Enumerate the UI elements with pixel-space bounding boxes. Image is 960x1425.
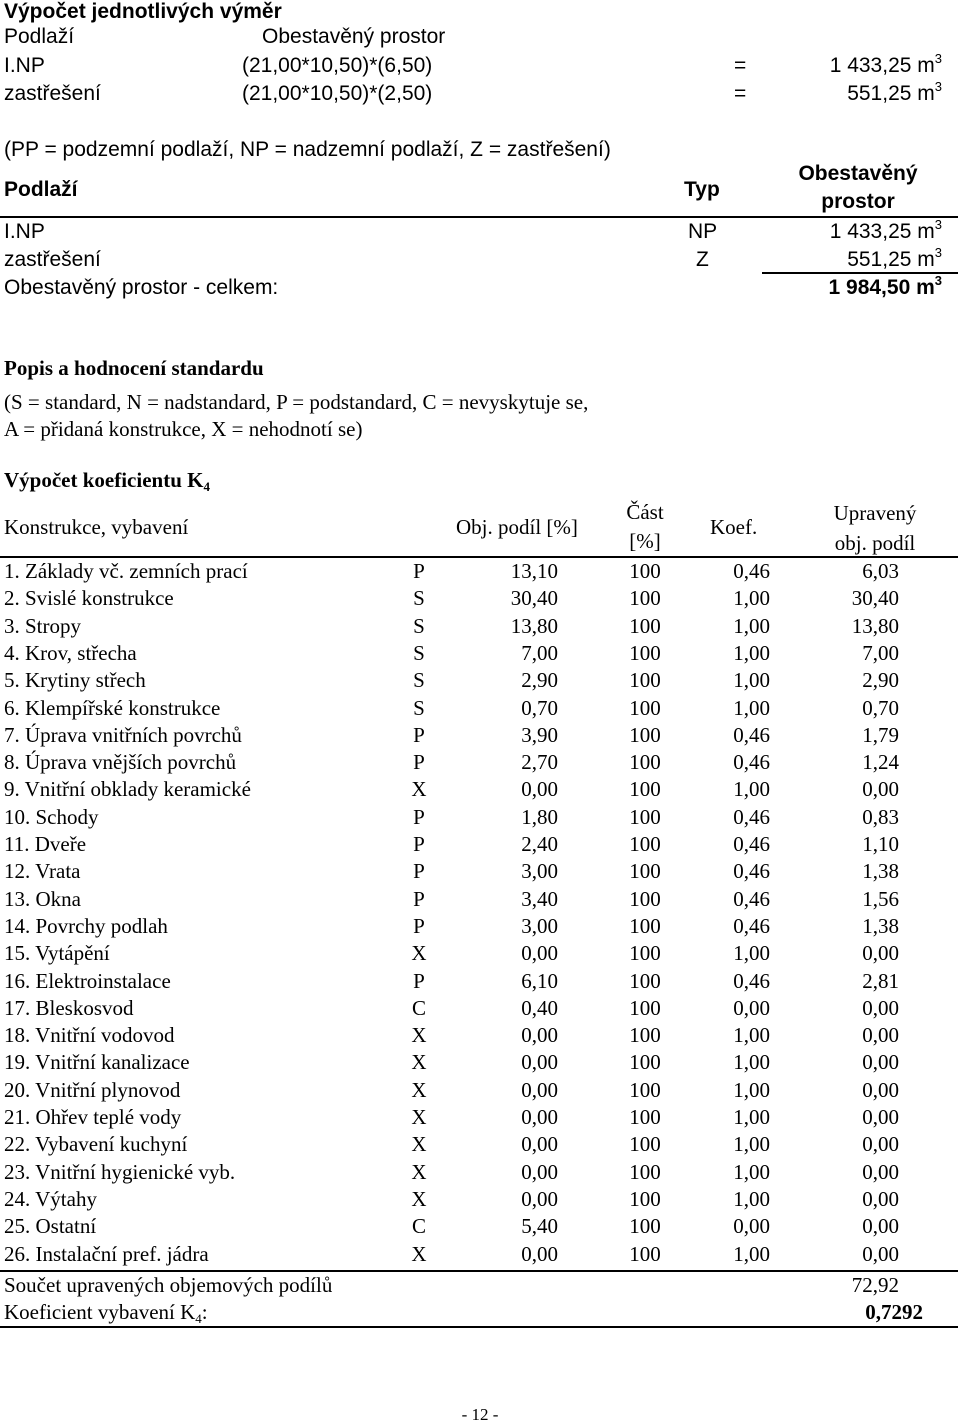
calc-row-eq: =: [734, 54, 747, 77]
k4-cell-standard: X: [411, 1159, 427, 1184]
table-row: [0, 940, 960, 967]
k4-cell-share: 30,40: [510, 586, 558, 611]
k4-cell-adjusted: 6,03: [862, 559, 899, 583]
table-row: [0, 640, 960, 667]
k4-cell-share: 7,00: [521, 640, 558, 665]
k4-cell-construction: 17. Bleskosvod: [4, 995, 134, 1020]
table-row: [0, 749, 960, 776]
k4-sum-value: 72,92: [851, 1273, 899, 1297]
table-row: [0, 1241, 960, 1268]
k4-cell-part: 100: [629, 613, 661, 638]
k4-cell-share: 0,00: [521, 1132, 558, 1157]
k4-coef-label: Koeficient vybavení $K_4$:: [4, 1300, 208, 1326]
k4-cell-standard: P: [413, 859, 425, 884]
summary-row-type: Z: [696, 248, 709, 271]
k4-cell-coef: 1,00: [733, 695, 770, 720]
k4-cell-standard: P: [413, 913, 425, 938]
k4-cell-adjusted: 2,90: [862, 668, 899, 693]
k4-cell-share: 0,00: [521, 1023, 558, 1048]
k4-cell-adjusted: 0,00: [862, 1023, 899, 1048]
k4-cell-construction: 22. Vybavení kuchyní: [4, 1132, 188, 1157]
k4-cell-coef: 0,46: [733, 968, 770, 993]
k4-cell-standard: S: [413, 613, 425, 638]
table-row: [0, 558, 960, 585]
table-row: [0, 1022, 960, 1049]
table-row: [0, 1049, 960, 1076]
k4-cell-part: 100: [629, 995, 661, 1020]
k4-cell-share: 0,00: [521, 777, 558, 802]
k4-cell-standard: P: [413, 832, 425, 856]
k4-cell-part: 100: [629, 640, 661, 665]
summary-total-rule: [762, 272, 958, 274]
k4-cell-part: 100: [629, 1159, 661, 1184]
floor-abbrev-legend: (PP = podzemní podlaží, NP = nadzemní podlaží, Z = zastřešení): [4, 138, 611, 161]
k4-cell-coef: 0,00: [733, 1214, 770, 1239]
k4-cell-share: 2,40: [521, 832, 558, 856]
k4-cell-share: 0,00: [521, 941, 558, 966]
k4-cell-construction: 23. Vnitřní hygienické vyb.: [4, 1159, 236, 1184]
table-row: [0, 695, 960, 722]
k4-cell-standard: X: [411, 1186, 427, 1211]
k4-cell-construction: 7. Úprava vnitřních povrchů: [4, 722, 242, 747]
table-row: [0, 1077, 960, 1104]
calc-row-eq: =: [734, 82, 747, 105]
k4-cell-share: 13,10: [510, 559, 558, 583]
k4-cell-part: 100: [629, 886, 661, 911]
k4-cell-adjusted: 0,00: [862, 941, 899, 966]
k4-cell-coef: 1,00: [733, 586, 770, 611]
k4-cell-construction: 13. Okna: [4, 886, 81, 911]
k4-cell-coef: 0,46: [733, 886, 770, 911]
k4-cell-construction: 10. Schody: [4, 804, 99, 829]
k4-cell-share: 0,00: [521, 1159, 558, 1184]
k4-cell-standard: X: [411, 1077, 427, 1102]
k4-cell-coef: 0,46: [733, 832, 770, 856]
k4-cell-construction: 5. Krytiny střech: [4, 668, 146, 693]
k4-cell-construction: 26. Instalační pref. jádra: [4, 1241, 209, 1266]
k4-cell-standard: X: [411, 777, 427, 802]
k4-cell-share: 3,00: [521, 859, 558, 884]
k4-cell-share: 0,00: [521, 1241, 558, 1266]
k4-cell-share: 3,90: [521, 722, 558, 747]
table-row: [0, 1104, 960, 1131]
k4-cell-share: 2,70: [521, 750, 558, 775]
k4-cell-share: 6,10: [521, 968, 558, 993]
k4-cell-part: 100: [629, 1241, 661, 1266]
section-title-calc: Výpočet jednotlivých výměr: [4, 0, 282, 23]
k4-cell-part: 100: [629, 913, 661, 938]
calc-row-value: 1 433,25 $m^3$: [829, 51, 942, 77]
k4-cell-coef: 0,46: [733, 750, 770, 775]
k4-cell-construction: 18. Vnitřní vodovod: [4, 1023, 175, 1048]
k4-cell-adjusted: 1,38: [862, 859, 899, 884]
k4-cell-share: 5,40: [521, 1214, 558, 1239]
k4-cell-share: 0,40: [521, 995, 558, 1020]
k4-cell-share: 0,00: [521, 1050, 558, 1075]
k4-cell-part: 100: [629, 586, 661, 611]
k4-cell-construction: 24. Výtahy: [4, 1186, 97, 1211]
summary-header-floor: Podlaží: [4, 178, 78, 201]
k4-cell-adjusted: 0,00: [862, 1077, 899, 1102]
table-row: [0, 613, 960, 640]
k4-cell-part: 100: [629, 1077, 661, 1102]
k4-cell-construction: 19. Vnitřní kanalizace: [4, 1050, 190, 1075]
k4-cell-adjusted: 1,10: [862, 832, 899, 856]
table-row: [0, 804, 960, 831]
k4-coef-value: 0,7292: [865, 1300, 923, 1324]
k4-cell-part: 100: [629, 1186, 661, 1211]
k4-cell-coef: 0,00: [733, 995, 770, 1020]
summary-header-volume-line1: Obestavěný: [798, 162, 918, 185]
k4-cell-standard: S: [413, 668, 425, 693]
k4-cell-coef: 1,00: [733, 1105, 770, 1129]
k4-cell-coef: 1,00: [733, 941, 770, 966]
k4-cell-adjusted: 0,00: [862, 1050, 899, 1075]
k4-cell-coef: 1,00: [733, 1241, 770, 1266]
k4-cell-coef: 1,00: [733, 1159, 770, 1184]
k4-cell-standard: P: [413, 968, 425, 993]
k4-cell-coef: 1,00: [733, 1186, 770, 1211]
k4-cell-part: 100: [629, 1105, 661, 1129]
k4-cell-adjusted: 0,00: [862, 1214, 899, 1239]
section-title-standard: Popis a hodnocení standardu: [4, 356, 264, 380]
k4-cell-share: 1,80: [521, 804, 558, 829]
table-row: [0, 858, 960, 885]
k4-cell-adjusted: 0,00: [862, 1132, 899, 1157]
page-number: - 12 -: [461, 1405, 499, 1424]
k4-cell-part: 100: [629, 695, 661, 720]
calc-row-value: 551,25 $m^3$: [847, 79, 942, 105]
summary-row-floor: I.NP: [4, 220, 45, 243]
k4-cell-adjusted: 1,24: [862, 750, 899, 775]
k4-cell-coef: 1,00: [733, 1050, 770, 1075]
k4-cell-standard: P: [413, 722, 425, 747]
k4-cell-part: 100: [629, 668, 661, 693]
k4-cell-standard: S: [413, 640, 425, 665]
k4-cell-part: 100: [629, 777, 661, 802]
k4-bottom-rule: [0, 1326, 958, 1328]
k4-header-adjusted-line2: obj. podíl: [834, 531, 916, 555]
k4-cell-part: 100: [629, 559, 661, 583]
k4-cell-adjusted: 0,00: [862, 777, 899, 802]
k4-cell-construction: 1. Základy vč. zemních prací: [4, 559, 248, 583]
k4-cell-construction: 14. Povrchy podlah: [4, 913, 168, 938]
k4-cell-share: 0,70: [521, 695, 558, 720]
k4-cell-coef: 1,00: [733, 668, 770, 693]
k4-cell-adjusted: 0,00: [862, 1186, 899, 1211]
k4-cell-share: 0,00: [521, 1077, 558, 1102]
k4-cell-standard: X: [411, 1050, 427, 1075]
calc-row-formula: (21,00*10,50)*(6,50): [242, 54, 433, 77]
k4-cell-share: 0,00: [521, 1186, 558, 1211]
calc-header-volume: Obestavěný prostor: [262, 25, 446, 48]
k4-cell-adjusted: 2,81: [862, 968, 899, 993]
k4-cell-coef: 0,46: [733, 559, 770, 583]
section-title-k4: Výpočet koeficientu $K_4$: [4, 468, 210, 494]
k4-cell-standard: P: [413, 886, 425, 911]
k4-cell-standard: C: [411, 1214, 426, 1239]
table-row: [0, 886, 960, 913]
k4-header-part-line2: [%]: [629, 529, 661, 553]
k4-cell-construction: 4. Krov, střecha: [4, 640, 137, 665]
k4-cell-standard: S: [413, 586, 425, 611]
k4-cell-part: 100: [629, 968, 661, 993]
k4-cell-coef: 0,46: [733, 722, 770, 747]
k4-cell-share: 2,90: [521, 668, 558, 693]
k4-cell-construction: 8. Úprava vnějších povrchů: [4, 750, 237, 775]
k4-cell-standard: P: [413, 804, 425, 829]
k4-cell-construction: 20. Vnitřní plynovod: [4, 1077, 181, 1102]
k4-cell-construction: 16. Elektroinstalace: [4, 968, 171, 993]
summary-header-volume-line2: prostor: [821, 190, 895, 213]
k4-cell-adjusted: 1,79: [862, 722, 899, 747]
k4-cell-share: 13,80: [510, 613, 558, 638]
k4-cell-construction: 11. Dveře: [4, 832, 87, 856]
k4-cell-construction: 3. Stropy: [4, 613, 82, 638]
k4-cell-construction: 25. Ostatní: [4, 1214, 97, 1239]
k4-cell-adjusted: 1,38: [862, 913, 899, 938]
k4-cell-construction: 2. Svislé konstrukce: [4, 586, 174, 611]
k4-cell-adjusted: 0,00: [862, 1241, 899, 1266]
k4-cell-construction: 6. Klempířské konstrukce: [4, 695, 221, 720]
standard-legend-line2: A = přidaná konstrukce, X = nehodnotí se): [4, 417, 363, 441]
table-row: [0, 1186, 960, 1213]
table-row: [0, 585, 960, 612]
k4-cell-adjusted: 1,56: [862, 886, 899, 911]
k4-cell-coef: 1,00: [733, 1023, 770, 1048]
k4-cell-standard: X: [411, 1132, 427, 1157]
table-row: [0, 1159, 960, 1186]
k4-cell-part: 100: [629, 859, 661, 884]
table-row: [0, 1213, 960, 1240]
k4-cell-construction: 9. Vnitřní obklady keramické: [4, 777, 251, 802]
summary-total-label: Obestavěný prostor - celkem:: [4, 276, 279, 299]
k4-cell-coef: 0,46: [733, 804, 770, 829]
k4-sum-label: Součet upravených objemových podílů: [4, 1273, 333, 1297]
table-row: [0, 995, 960, 1022]
table-row: [0, 722, 960, 749]
k4-cell-standard: X: [411, 941, 427, 966]
table-row: [0, 776, 960, 803]
k4-header-adjusted-line1: Upravený: [833, 501, 917, 525]
k4-cell-adjusted: 0,83: [862, 804, 899, 829]
k4-cell-standard: C: [411, 995, 426, 1020]
summary-row-type: NP: [688, 220, 718, 243]
k4-cell-construction: 21. Ohřev teplé vody: [4, 1105, 182, 1129]
calc-row-floor: I.NP: [4, 54, 45, 77]
k4-cell-adjusted: 0,00: [862, 1159, 899, 1184]
k4-cell-share: 3,00: [521, 913, 558, 938]
summary-row-value: 551,25 $m^3$: [847, 245, 942, 271]
summary-header-rule: [0, 216, 958, 218]
k4-cell-part: 100: [629, 1023, 661, 1048]
k4-header-coef: Koef.: [710, 515, 758, 539]
standard-legend-line1: (S = standard, N = nadstandard, P = podstandard, C = nevyskytuje se,: [4, 390, 589, 414]
k4-cell-coef: 0,46: [733, 913, 770, 938]
k4-cell-part: 100: [629, 722, 661, 747]
k4-cell-coef: 1,00: [733, 777, 770, 802]
k4-cell-adjusted: 0,00: [862, 1105, 899, 1129]
k4-cell-coef: 1,00: [733, 640, 770, 665]
k4-cell-standard: S: [413, 695, 425, 720]
k4-cell-adjusted: 0,70: [862, 695, 899, 720]
k4-cell-adjusted: 13,80: [851, 613, 899, 638]
k4-cell-standard: X: [411, 1105, 427, 1129]
table-row: [0, 968, 960, 995]
k4-cell-part: 100: [629, 1050, 661, 1075]
k4-cell-part: 100: [629, 750, 661, 775]
k4-cell-part: 100: [629, 1132, 661, 1157]
summary-header-type: Typ: [684, 178, 720, 201]
k4-cell-adjusted: 0,00: [862, 995, 899, 1020]
summary-row-value: 1 433,25 $m^3$: [829, 217, 942, 243]
calc-row-formula: (21,00*10,50)*(2,50): [242, 82, 433, 105]
summary-total-value: 1 984,50 $m^3$: [828, 273, 942, 299]
k4-cell-share: 0,00: [521, 1105, 558, 1129]
k4-cell-construction: 15. Vytápění: [4, 941, 110, 966]
k4-header-share: Obj. podíl [%]: [456, 515, 578, 539]
table-row: [0, 1131, 960, 1158]
k4-sum-rule: [0, 1270, 958, 1272]
k4-cell-coef: 0,46: [733, 859, 770, 884]
k4-cell-share: 3,40: [521, 886, 558, 911]
k4-cell-adjusted: 30,40: [851, 586, 899, 611]
k4-cell-standard: P: [413, 750, 425, 775]
k4-cell-part: 100: [629, 804, 661, 829]
table-row: [0, 913, 960, 940]
k4-cell-standard: P: [413, 559, 425, 583]
k4-cell-construction: 12. Vrata: [4, 859, 81, 884]
table-row: [0, 831, 960, 858]
k4-cell-part: 100: [629, 941, 661, 966]
k4-cell-part: 100: [629, 1214, 661, 1239]
k4-cell-coef: 1,00: [733, 1077, 770, 1102]
k4-cell-standard: X: [411, 1023, 427, 1048]
k4-header-construction: Konstrukce, vybavení: [4, 515, 189, 539]
summary-row-floor: zastřešení: [4, 248, 101, 271]
k4-header-part-line1: Část: [626, 500, 664, 524]
k4-cell-part: 100: [629, 832, 661, 856]
calc-row-floor: zastřešení: [4, 82, 101, 105]
k4-cell-coef: 1,00: [733, 613, 770, 638]
k4-cell-coef: 1,00: [733, 1132, 770, 1157]
calc-header-floor: Podlaží: [4, 25, 75, 48]
k4-cell-adjusted: 7,00: [862, 640, 899, 665]
table-row: [0, 667, 960, 694]
k4-cell-standard: X: [411, 1241, 427, 1266]
